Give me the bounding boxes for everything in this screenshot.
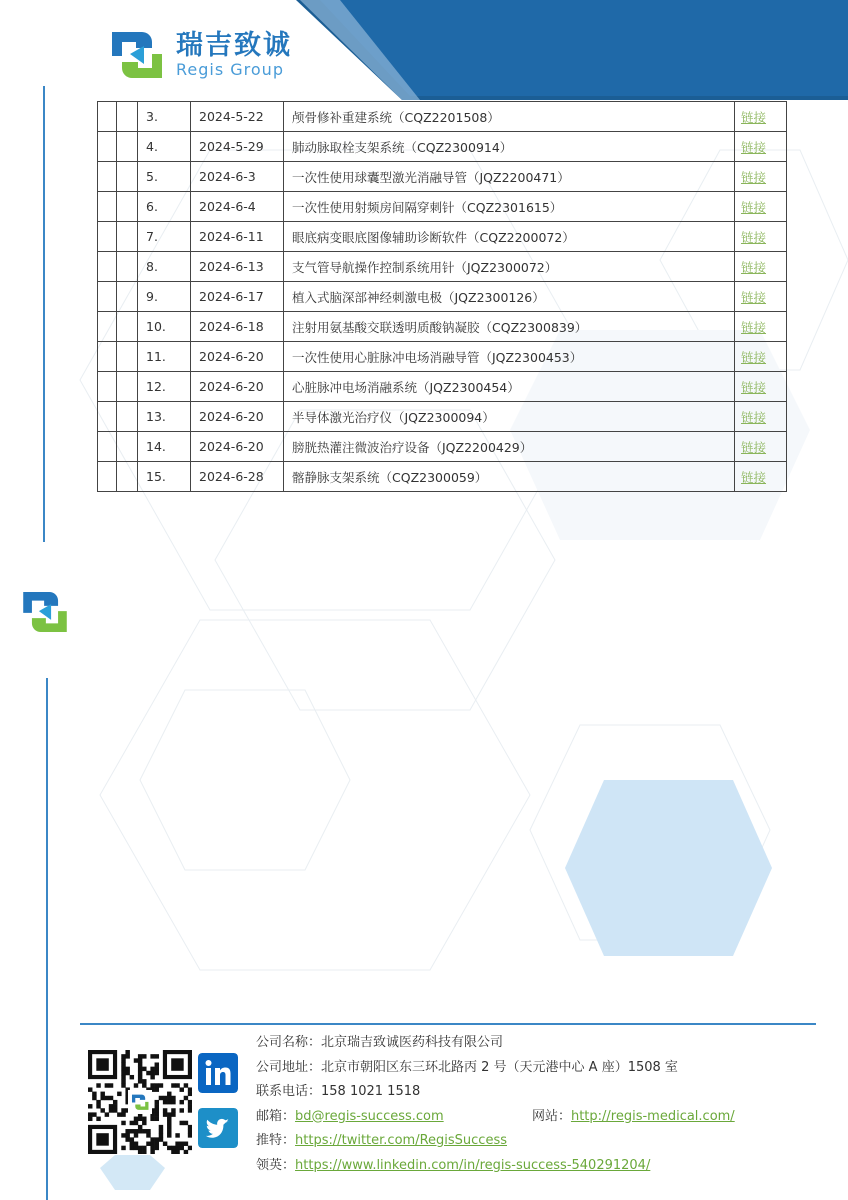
left-margin-line-top [43, 86, 45, 542]
qr-code-icon [88, 1050, 192, 1154]
table-row [98, 402, 787, 432]
detail-link-cell [735, 372, 787, 402]
company-address-row [256, 1056, 735, 1081]
device-name-cell: 半导体激光治疗仪（JQZ2300094） [284, 402, 735, 432]
approval-date-cell: 2024-6-28 [191, 462, 284, 492]
twitter-label: 推特： [256, 1133, 296, 1148]
company-address-value: 北京市朝阳区东三环北路丙 2 号（天元港中心 A 座）1508 室 [321, 1059, 678, 1075]
phone-label: 联系电话： [256, 1084, 322, 1099]
table-row [98, 462, 787, 492]
row-spacer-cell [98, 252, 117, 282]
regis-logo-icon [18, 584, 72, 640]
row-spacer-cell [117, 462, 138, 492]
device-name-cell: 髂静脉支架系统（CQZ2300059） [284, 462, 735, 492]
email-website-row [256, 1105, 735, 1130]
row-spacer-cell [98, 282, 117, 312]
device-name-cell: 眼底病变眼底图像辅助诊断软件（CQZ2200072） [284, 222, 735, 252]
detail-link-cell [735, 252, 787, 282]
logo-english-name: Regis Group [176, 60, 284, 79]
company-address-label: 公司地址： [256, 1059, 322, 1075]
detail-link[interactable]: 链接 [741, 139, 767, 155]
row-spacer-cell [117, 102, 138, 132]
footer-divider [80, 1023, 816, 1025]
logo-chinese-name: 瑞吉致诚 [176, 30, 292, 61]
detail-link-cell [735, 192, 787, 222]
row-number-cell: 8. [138, 252, 191, 282]
regis-logo-icon [106, 24, 168, 86]
website-label: 网站： [531, 1108, 571, 1124]
approval-date-cell: 2024-6-20 [191, 372, 284, 402]
device-approval-table [97, 101, 787, 492]
detail-link[interactable]: 链接 [741, 109, 767, 125]
device-name-cell: 肺动脉取栓支架系统（CQZ2300914） [284, 132, 735, 162]
table-row [98, 252, 787, 282]
detail-link[interactable]: 链接 [741, 259, 767, 275]
approval-date-cell: 2024-6-3 [191, 162, 284, 192]
detail-link[interactable]: 链接 [741, 349, 767, 365]
approval-date-cell: 2024-6-20 [191, 342, 284, 372]
row-spacer-cell [98, 462, 117, 492]
linkedin-link[interactable]: https://www.linkedin.com/in/regis-success-540291204/ [295, 1157, 651, 1173]
linkedin-icon[interactable] [198, 1053, 238, 1093]
table-row [98, 342, 787, 372]
row-number-cell: 11. [138, 342, 191, 372]
device-name-cell: 心脏脉冲电场消融系统（JQZ2300454） [284, 372, 735, 402]
table-row [98, 192, 787, 222]
row-number-cell: 15. [138, 462, 191, 492]
approval-date-cell: 2024-6-11 [191, 222, 284, 252]
detail-link-cell [735, 282, 787, 312]
row-spacer-cell [98, 342, 117, 372]
row-spacer-cell [117, 342, 138, 372]
detail-link[interactable]: 链接 [741, 439, 767, 455]
row-spacer-cell [117, 432, 138, 462]
row-spacer-cell [98, 372, 117, 402]
phone-value: 158 1021 1518 [321, 1084, 421, 1099]
detail-link-cell [735, 102, 787, 132]
table-row [98, 222, 787, 252]
detail-link-cell [735, 462, 787, 492]
detail-link-cell [735, 432, 787, 462]
row-spacer-cell [117, 132, 138, 162]
device-name-cell: 植入式脑深部神经刺激电极（JQZ2300126） [284, 282, 735, 312]
device-name-cell: 注射用氨基酸交联透明质酸钠凝胶（CQZ2300839） [284, 312, 735, 342]
row-spacer-cell [98, 222, 117, 252]
header-logo [106, 24, 292, 86]
detail-link-cell [735, 402, 787, 432]
row-spacer-cell [117, 372, 138, 402]
row-spacer-cell [117, 312, 138, 342]
approval-date-cell: 2024-6-13 [191, 252, 284, 282]
row-number-cell: 5. [138, 162, 191, 192]
row-spacer-cell [117, 162, 138, 192]
table-row [98, 312, 787, 342]
device-name-cell: 一次性使用心脏脉冲电场消融导管（JQZ2300453） [284, 342, 735, 372]
detail-link[interactable]: 链接 [741, 199, 767, 215]
table-row [98, 372, 787, 402]
detail-link[interactable]: 链接 [741, 229, 767, 245]
row-number-cell: 13. [138, 402, 191, 432]
detail-link-cell [735, 162, 787, 192]
row-spacer-cell [98, 162, 117, 192]
company-name-value: 北京瑞吉致诚医药科技有限公司 [321, 1035, 504, 1050]
row-spacer-cell [117, 402, 138, 432]
device-name-cell: 颅骨修补重建系统（CQZ2201508） [284, 102, 735, 132]
table-row [98, 102, 787, 132]
approval-date-cell: 2024-6-20 [191, 402, 284, 432]
device-name-cell: 膀胱热灌注微波治疗设备（JQZ2200429） [284, 432, 735, 462]
email-label: 邮箱： [256, 1108, 296, 1124]
row-number-cell: 3. [138, 102, 191, 132]
twitter-row [256, 1129, 735, 1154]
detail-link-cell [735, 222, 787, 252]
row-spacer-cell [98, 312, 117, 342]
row-number-cell: 4. [138, 132, 191, 162]
approval-date-cell: 2024-6-17 [191, 282, 284, 312]
table-row [98, 132, 787, 162]
table-row [98, 432, 787, 462]
row-spacer-cell [117, 192, 138, 222]
linkedin-row [256, 1154, 735, 1179]
row-number-cell: 10. [138, 312, 191, 342]
approval-date-cell: 2024-5-29 [191, 132, 284, 162]
table-row [98, 162, 787, 192]
device-name-cell: 一次性使用射频房间隔穿刺针（CQZ2301615） [284, 192, 735, 222]
row-spacer-cell [98, 102, 117, 132]
row-number-cell: 7. [138, 222, 191, 252]
approval-date-cell: 2024-6-4 [191, 192, 284, 222]
approval-date-cell: 2024-5-22 [191, 102, 284, 132]
row-spacer-cell [98, 432, 117, 462]
row-number-cell: 6. [138, 192, 191, 222]
company-name-label: 公司名称： [256, 1035, 322, 1050]
row-spacer-cell [117, 252, 138, 282]
row-spacer-cell [98, 192, 117, 222]
device-name-cell: 支气管导航操作控制系统用针（JQZ2300072） [284, 252, 735, 282]
detail-link[interactable]: 链接 [741, 379, 767, 395]
left-margin-line-bottom [46, 678, 48, 1200]
email-link[interactable]: bd@regis-success.com [295, 1108, 444, 1124]
row-spacer-cell [117, 282, 138, 312]
detail-link-cell [735, 312, 787, 342]
detail-link-cell [735, 342, 787, 372]
row-number-cell: 14. [138, 432, 191, 462]
phone-row [256, 1080, 735, 1105]
row-spacer-cell [98, 402, 117, 432]
company-name-row [256, 1031, 735, 1056]
detail-link[interactable]: 链接 [741, 409, 767, 425]
detail-link[interactable]: 链接 [741, 169, 767, 185]
approval-date-cell: 2024-6-18 [191, 312, 284, 342]
company-contact-info [256, 1031, 735, 1178]
detail-link[interactable]: 链接 [741, 319, 767, 335]
website-link[interactable]: http://regis-medical.com/ [570, 1108, 735, 1124]
detail-link[interactable]: 链接 [741, 469, 767, 485]
row-spacer-cell [98, 132, 117, 162]
device-name-cell: 一次性使用球囊型激光消融导管（JQZ2200471） [284, 162, 735, 192]
row-number-cell: 9. [138, 282, 191, 312]
row-number-cell: 12. [138, 372, 191, 402]
twitter-icon[interactable] [198, 1108, 238, 1148]
row-spacer-cell [117, 222, 138, 252]
twitter-link[interactable]: https://twitter.com/RegisSuccess [295, 1133, 507, 1148]
linkedin-label: 领英： [256, 1157, 296, 1173]
detail-link[interactable]: 链接 [741, 289, 767, 305]
approval-date-cell: 2024-6-20 [191, 432, 284, 462]
table-row [98, 282, 787, 312]
detail-link-cell [735, 132, 787, 162]
